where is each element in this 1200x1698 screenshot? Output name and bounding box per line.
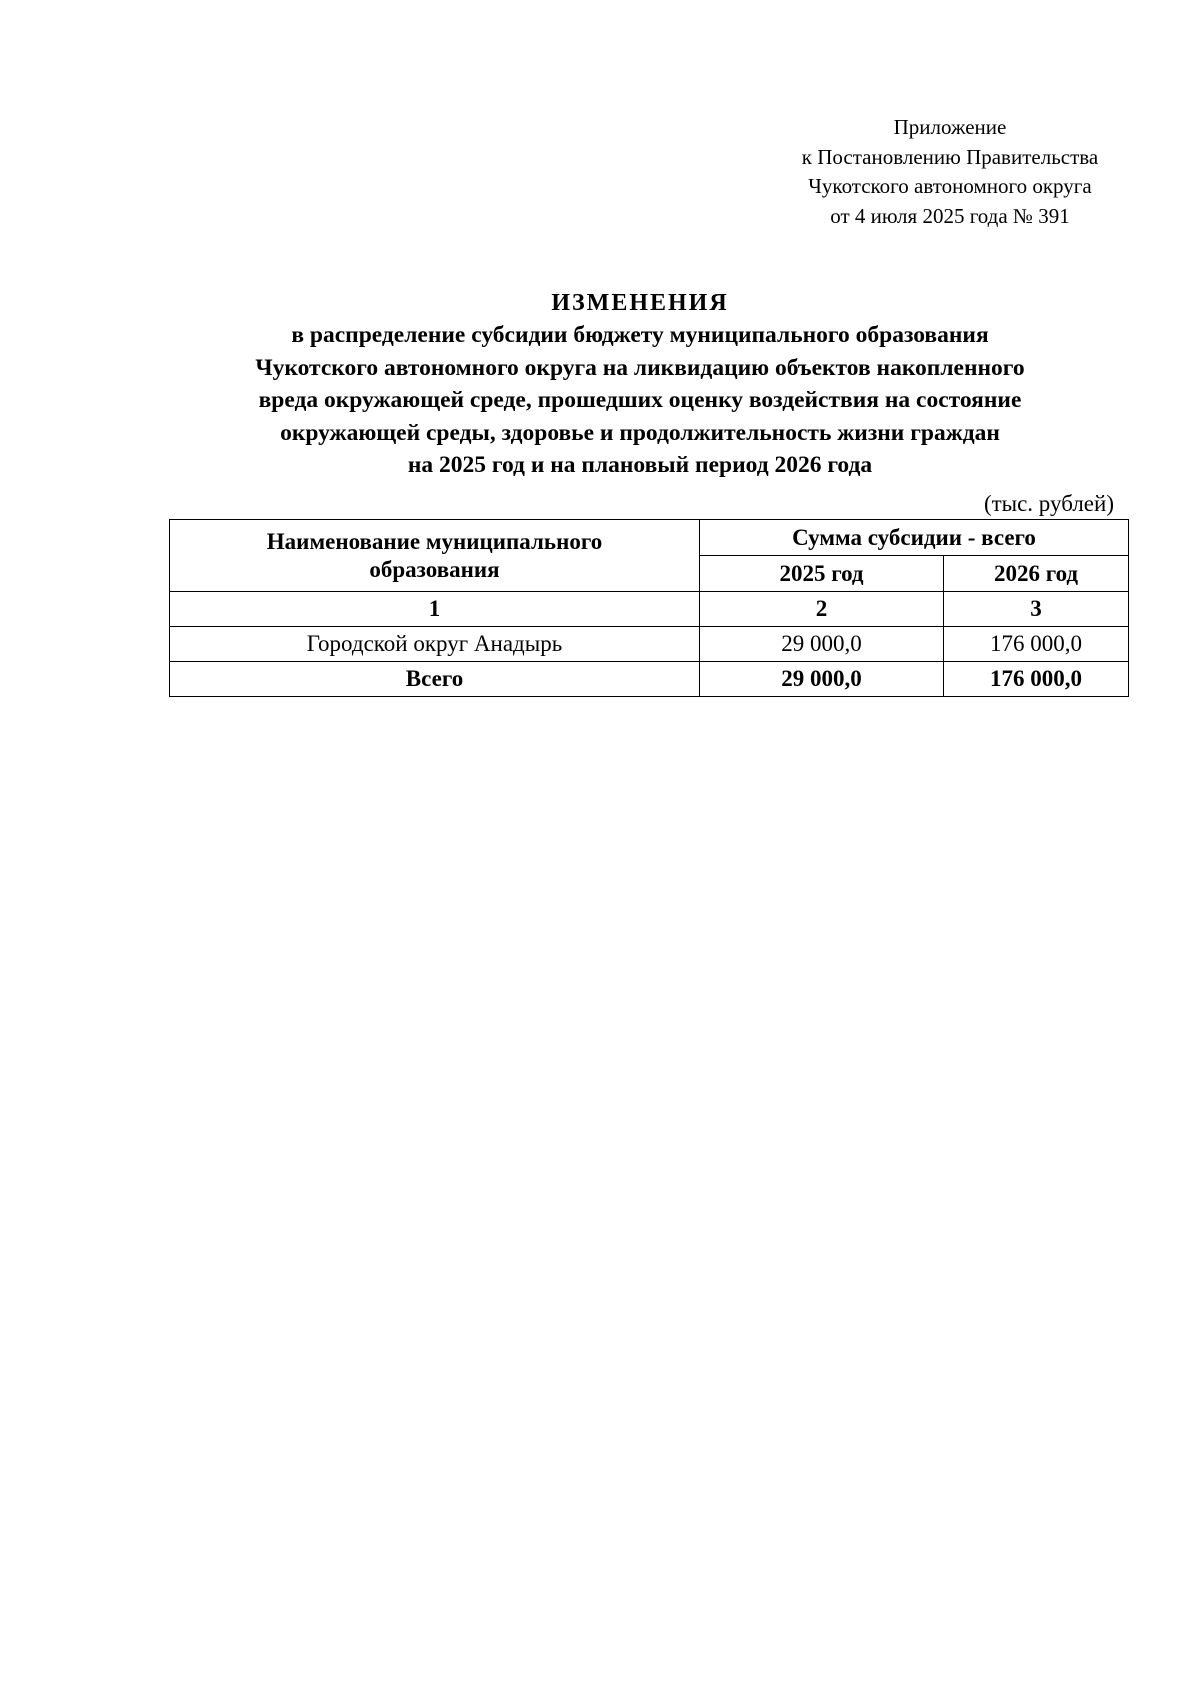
- appendix-block: [700, 113, 1200, 231]
- appendix-line: Чукотского автономного округа: [808, 174, 1092, 198]
- title-line: окружающей среды, здоровье и продолжительность жизни граждан: [280, 419, 1000, 446]
- header-municipality-line2: образования: [369, 556, 500, 582]
- table-row: [170, 627, 1129, 662]
- total-amount-2025: 29 000,0: [700, 662, 944, 697]
- subsidy-table: [169, 519, 1129, 697]
- column-number: 3: [944, 592, 1129, 627]
- total-label: Всего: [170, 662, 700, 697]
- appendix-line: от 4 июля 2025 года № 391: [830, 203, 1070, 228]
- total-row: [170, 662, 1129, 697]
- units-label: (тыс. рублей): [983, 491, 1114, 516]
- title-line: на 2025 год и на плановый период 2026 года: [407, 452, 873, 479]
- total-amount-2026: 176 000,0: [944, 662, 1129, 697]
- column-number: 2: [700, 592, 944, 627]
- table-header-row: [170, 520, 1129, 556]
- header-year-2026: 2026 год: [944, 556, 1129, 592]
- cell-amount-2025: 29 000,0: [700, 627, 944, 662]
- cell-municipality: Городской округ Анадырь: [170, 627, 700, 662]
- document-title: [140, 288, 1140, 482]
- column-number: 1: [170, 592, 700, 627]
- title-line: в распределение субсидии бюджету муниципального образования: [291, 322, 989, 348]
- title-line: Чукотского автономного округа на ликвидацию объектов накопленного: [255, 354, 1025, 381]
- title-heading: ИЗМЕНЕНИЯ: [551, 290, 729, 316]
- title-line: вреда окружающей среде, прошедших оценку воздействия на состояние: [258, 387, 1022, 414]
- appendix-line: Приложение: [893, 115, 1007, 139]
- header-subsidy-total: Сумма субсидии - всего: [700, 520, 1129, 556]
- header-municipality: [170, 520, 700, 592]
- column-numbers-row: [170, 592, 1129, 627]
- cell-amount-2026: 176 000,0: [944, 627, 1129, 662]
- header-year-2025: 2025 год: [700, 556, 944, 592]
- header-municipality-line1: Наименование муниципального: [266, 528, 603, 554]
- appendix-line: к Постановлению Правительства: [801, 144, 1099, 169]
